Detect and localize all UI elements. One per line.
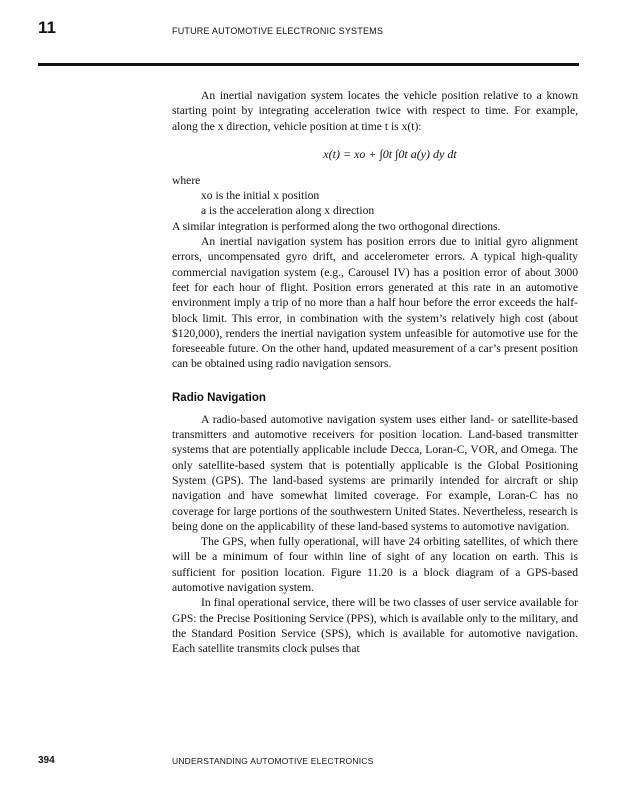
position-equation: x(t) = xo + ∫0t ∫0t a(y) dy dt: [323, 146, 457, 161]
gps-paragraph: The GPS, when fully operational, will have 24 orbiting satellites, of which there will be a minimum of four within line of sight of any location on earth. This is sufficient for position location. Figure 11.20 is a block diagram of a GPS-based automotive navigation system.: [172, 535, 578, 595]
book-title: UNDERSTANDING AUTOMOTIVE ELECTRONICS: [172, 756, 374, 766]
page-body: [172, 88, 578, 657]
definition-initial-position: xo is the initial x position: [201, 189, 320, 203]
running-title: FUTURE AUTOMOTIVE ELECTRONIC SYSTEMS: [172, 26, 384, 36]
chapter-number: 11: [38, 18, 56, 37]
intro-paragraph: An inertial navigation system locates the vehicle position relative to a known starting point by integrating acceleration twice with respect to time. For example, along the x direction, vehicle position at time t is x(t):: [172, 89, 578, 133]
header-rule: [38, 63, 579, 66]
errors-paragraph: An inertial navigation system has position errors due to initial gyro alignment errors, uncompensated gyro drift, and accelerometer errors. A typical high-quality commercial navigation system (e.g., Carousel IV) has a position error of about 3000 feet for each hour of flight. Position errors generated at this rate in an automotive environment imply a trip of no more than a half hour before the error exceeds the half-block limit. This error, in combination with the system’s relatively high cost (about $120,000), renders the inertial navigation system unfeasible for automotive use for the foreseeable future. On the other hand, updated measurement of a car’s present position can be obtained using radio navigation sensors.: [172, 235, 578, 371]
service-paragraph: In final operational service, there will be two classes of user service available for GPS: the Precise Positioning Service (PPS), which is available only to the military, and the Standard Position Service (SPS), which is available for automotive navigation. Each satellite transmits clock pulses that: [172, 596, 578, 656]
radio-paragraph: A radio-based automotive navigation system uses either land- or satellite-based transmitters and automotive receivers for position location. Land-based transmitter systems that are potentially applicable include Decca, Loran-C, VOR, and Omega. The only satellite-based system that is potentially applicable is the Global Positioning System (GPS). The land-based systems are primarily intended for aircraft or ship navigation and have somewhat limited coverage. For example, Loran-C has no coverage for large portions of the southwestern United States. Nevertheless, research is being done on the applicability of these land-based systems to automotive navigation.: [172, 412, 578, 533]
orthogonal-sentence: A similar integration is performed along the two orthogonal directions.: [172, 219, 501, 233]
where-label: where: [172, 173, 201, 187]
page-number: 394: [38, 755, 55, 766]
section-heading-radio-navigation: Radio Navigation: [172, 391, 266, 404]
definition-acceleration: a is the acceleration along x direction: [201, 204, 375, 218]
